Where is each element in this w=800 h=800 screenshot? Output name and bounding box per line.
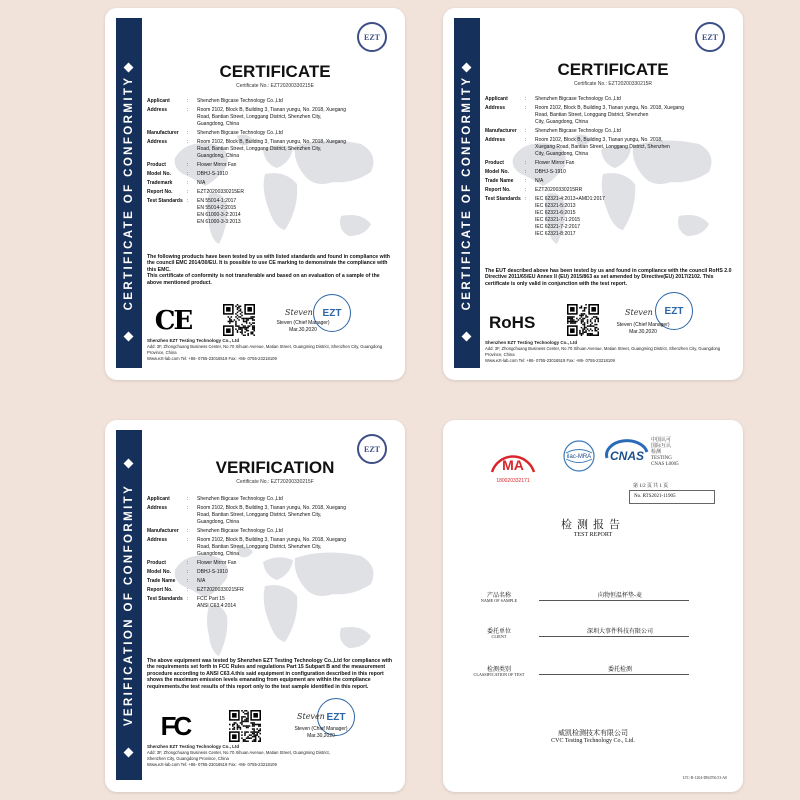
band-diamond-icon [462,63,472,73]
field-colon: : [525,128,527,134]
certificate-field [147,189,397,196]
band-text: VERIFICATION OF CONFORMITY [123,483,135,727]
field-label: Product [147,162,166,168]
row-label-en: CLASSIFICATION OF TEST [473,672,525,677]
field-colon: : [187,171,189,177]
certificate-field [147,139,397,160]
field-label: Product [485,160,504,166]
field-label: Address [485,105,506,111]
certificate-title: CERTIFICATE [557,60,669,79]
field-label: Address [147,107,168,113]
signature: Steven [297,712,325,721]
certificate-statement: The EUT described above has been tested by us and found in compliance with the council RoHS 2.0 Directive 2011/65/EU Annex II (EU) 2015/863 as set amended by Directive(EU) 2017/2102. This certificate is only valid in conjunction with the test report. [485,268,732,287]
page-indicator: 第 1/2 页 共 1 页 [633,484,669,489]
report-row [459,626,729,646]
field-value: EZT20200330215FR [197,587,244,593]
report-title-cn: 检测报告 [561,518,625,531]
footer-company: Shenzhen EZT Testing Technology Co., Ltd [147,338,240,343]
field-value: Room 2102, Block B, Building 3, Tianan yungu, No. 2018, Xuegang Road, Bantian Street, Longgang District, Shenzhen City, Guangdong, China [197,537,346,557]
field-value: DBHJ-S-1910 [197,171,228,177]
field-label: Trade Name [147,578,176,584]
certificate-field [147,569,397,576]
field-value: N/A [197,180,206,186]
certificate-statement: The following products have been tested by us with listed standards and found in compliance with the council EMC 2014/30/EU. It is possible to use CE marking to demonstrate the compliance with this EMC. This certificate of conformity is not transferable and based on an evaluation of a sample of the above mentioned product. [147,254,390,286]
certificate-field [147,107,397,128]
field-label: Test Standards [147,198,183,204]
field-colon: : [525,187,527,193]
field-colon: : [187,528,189,534]
band-diamond-icon [124,63,134,73]
field-colon: : [187,496,189,502]
conformity-band [116,18,142,368]
certificate-field [485,96,735,103]
band-diamond-icon [124,332,134,342]
field-value: Flower Mirror Fan [197,162,237,168]
seal-label: EZT [701,32,718,42]
certificate-field [147,537,397,558]
field-colon: : [187,107,189,113]
field-label: Address [485,137,506,143]
cma-logo [488,442,538,486]
band-text: CERTIFICATE OF CONFORMITY [123,75,135,311]
certificate-field [147,130,397,137]
field-value: EZT20200330215ER [197,189,244,195]
stamp-label: EZT [326,711,346,723]
field-value: FCC Part 15 ANSI C63.4:2014 [197,596,236,609]
seal-label: EZT [363,444,380,454]
row-label-en: NAME OF SAMPLE [480,598,518,603]
band-diamond-icon [124,459,134,469]
field-value: Shenzhen Bigcase Technology Co.,Ltd [197,130,283,136]
field-value: Shenzhen Bigcase Technology Co.,Ltd [535,96,621,102]
field-colon: : [187,162,189,168]
certificate-fields [147,98,397,228]
certificate-field [147,578,397,585]
field-colon: : [187,130,189,136]
fcc-logo: FC [160,710,190,741]
report-row [459,664,729,684]
row-underline [539,600,689,601]
field-colon: : [187,569,189,575]
verification-fields [147,496,397,612]
conformity-band [454,18,480,368]
qr-code-icon [223,304,255,336]
row-underline [539,636,689,637]
field-value: Shenzhen Bigcase Technology Co.,Ltd [197,496,283,502]
footer-address: Add: 3F, Zhongchuang Business Center, No.70 Xihuan Avenue, Matian Street, Guangming District, Shenzhen City, Guangdong Province, China [485,346,721,357]
field-label: Model No. [147,171,171,177]
field-colon: : [187,505,189,511]
signature: Steven [285,308,313,317]
seal-label: EZT [363,32,380,42]
footer-contact: Www.ezt-lab.com Tel: +86- 0755-23016519 Fax: +86- 0755-23218109 [147,762,277,767]
field-value: Room 2102, Block B, Building 3, Tianan yungu, No. 2018, Xuegang Road, Bantian Street, Longgang District, Shenzhen City, Guangdong, China [535,105,684,125]
field-label: Report No. [147,587,173,593]
footer-company: Shenzhen EZT Testing Technology Co., Ltd [147,744,240,749]
footer-address: Add: 3F, Zhongchuang Business Center, No.70 Xihuan Avenue, Matian Street, Guangming District, [147,750,330,755]
signed-date: Mar.30,2020 [289,327,317,333]
report-number: No. RTS2021-11905 [629,490,715,504]
field-value: DBHJ-S-1910 [535,169,566,175]
field-label: Trademark [147,180,173,186]
field-value: Room 2102, Block B, Building 3, Tianan yungu, No. 2018, Xuegang Road, Bantian Street, Longgang District, Shenzhen City, Guangdong, China [197,505,346,525]
certificate-field [147,528,397,535]
field-label: Manufacturer [147,130,179,136]
row-underline [539,674,689,675]
certificate-field [485,128,735,135]
field-colon: : [187,180,189,186]
field-value: IEC 62321-4:2013+AMD1:2017 IEC 62321-5:2013 IEC 62321-6:2015 IEC 62321-7-1:2015 IEC 62321-7-2:2017 IEC 62321-8:2017 [535,196,605,237]
field-label: Report No. [485,187,511,193]
signer-block [291,726,351,740]
band-diamond-icon [462,332,472,342]
certificate-field [485,187,735,194]
field-colon: : [525,169,527,175]
footer-contact: Www.ezt-lab.com Tel: +86- 0755-23016519 Fax: +86- 0755-23218109 [147,356,277,361]
field-colon: : [525,96,527,102]
report-row [459,590,729,610]
footer-contact: Www.ezt-lab.com Tel: +86- 0755-23016519 Fax: +86- 0755-23218109 [485,358,615,363]
ilac-mra-logo [561,438,597,474]
field-colon: : [187,198,189,204]
field-value: Room 2102, Block B, Building 3, Tianan yungu, No. 2018, Xuegang Road, Bantian Street, Longgang District, Shenzhen City, Guangdong, China [197,107,346,127]
field-label: Applicant [147,496,170,502]
field-label: Model No. [147,569,171,575]
test-report-card [443,420,743,792]
field-label: Trade Name [485,178,514,184]
certificate-field [147,560,397,567]
field-colon: : [187,139,189,145]
field-colon: : [187,98,189,104]
certificate-field [485,169,735,176]
field-label: Applicant [147,98,170,104]
field-label: Test Standards [485,196,521,202]
field-colon: : [187,537,189,543]
band-diamond-icon [124,748,134,758]
field-value: Room 2102, Block B, Building 3, Tianan yungu, No. 2018, Xuegang Road, Bantian Street, Longgang District, Shenzhen City, Guangdong, China [197,139,346,159]
signer-block [613,322,673,336]
form-code: LTC-B-1204-DB4706.53-A0 [682,776,727,780]
field-value: N/A [535,178,544,184]
band-text: CERTIFICATE OF CONFORMITY [461,75,473,311]
certificate-field [147,587,397,594]
field-colon: : [525,105,527,111]
certificate-field [485,137,735,158]
field-label: Model No. [485,169,509,175]
footer-company: Shenzhen EZT Testing Technology Co., Ltd [485,340,578,345]
footer-address-2: Shenzhen City, Guangdong Province, China [147,756,229,761]
field-label: Applicant [485,96,508,102]
field-label: Address [147,537,168,543]
certificate-field [147,496,397,503]
field-colon: : [525,196,527,202]
field-colon: : [187,189,189,195]
field-label: Address [147,139,168,145]
signed-date: Mar.30,2020 [307,733,335,739]
certificate-field [147,162,397,169]
field-value: N/A [197,578,206,584]
field-colon: : [187,587,189,593]
verification-title: VERIFICATION [215,458,335,477]
certificate-field [485,178,735,185]
cnas-logo [601,436,651,474]
certificate-footer [485,340,735,364]
field-value: EZT20200330215RR [535,187,583,193]
row-label-en: CLIENT [491,634,507,639]
report-title-en: TEST REPORT [573,532,613,538]
field-colon: : [525,178,527,184]
svg-text:MA: MA [502,457,524,473]
svg-text:ilac-MRA: ilac-MRA [566,454,592,460]
certificate-field [147,596,397,610]
certificate-footer [147,338,397,362]
footer-address: Add: 3F, Zhongchuang Business Center, No.70 Xihuan Avenue, Matian Street, Guangming District, Shenzhen City, Guangdong Province, China [147,344,383,355]
certificate-number: Certificate No.: EZT20200330215F [236,479,314,485]
certificate-field [147,198,397,226]
cnas-accreditation-text: 中国认可 国际互认 检测 TESTING CNAS L0005 [651,438,679,467]
verification-footer [147,744,397,768]
qr-code-icon [567,304,599,336]
row-value: 委托检测 [607,666,632,673]
field-value: EN 55014-1:2017 EN 55014-2:2015 EN 61000-3-2:2014 EN 61000-3-3:2013 [197,198,241,225]
certificate-field [147,171,397,178]
field-label: Address [147,505,168,511]
qr-code-icon [229,710,261,742]
signed-date: Mar.30,2020 [629,329,657,335]
row-label-cn: 检测类别 [486,666,511,673]
ce-certificate-card [105,8,405,380]
certificate-fields [485,96,735,240]
field-label: Manufacturer [485,128,517,134]
field-value: Shenzhen Bigcase Technology Co.,Ltd [535,128,621,134]
certificate-number: Certificate No.: EZT20200330215E [236,83,314,89]
row-value: 向物恒温杯垫-麦 [597,592,643,599]
svg-text:180020332171: 180020332171 [496,478,530,484]
field-colon: : [187,578,189,584]
field-value: DBHJ-S-1910 [197,569,228,575]
certificate-field [147,505,397,526]
rohs-certificate-card [443,8,743,380]
stamp-label: EZT [322,307,342,319]
signer-name: Steven (Chief Manager) [276,320,330,326]
ezt-seal-icon [357,22,387,52]
field-label: Manufacturer [147,528,179,534]
rohs-logo: RoHS [489,313,536,332]
field-value: Flower Mirror Fan [535,160,575,166]
testing-org-cn: 威凯检测技术有限公司 [558,729,628,737]
verification-statement: The above equipment was tested by Shenzhen EZT Testing Technology Co.,Ltd for compliance with the requirements set forth in FCC Rules and regulations Part 15 Subpart B and the measurement procedure according to ANSI C63.4.this said equipment in configuration described in this report shows the maximum emission levels emanating from equipment are within the compliance requirements.the test results of this report only to the test sample identified in this report. [147,658,393,690]
field-colon: : [187,596,189,602]
signer-name: Steven (Chief Manager) [616,322,670,328]
row-value: 深圳大事件科技有限公司 [586,628,653,635]
signature: Steven [625,308,653,317]
certificate-field [485,160,735,167]
field-label: Test Standards [147,596,183,602]
conformity-band [116,430,142,780]
ce-mark-logo: CE [154,306,192,336]
certificate-field [485,105,735,126]
field-value: Flower Mirror Fan [197,560,237,566]
certificate-field [147,180,397,187]
certificate-field [147,98,397,105]
field-colon: : [525,160,527,166]
certificate-title: CERTIFICATE [219,62,331,81]
field-value: Room 2102, Block B, Building 3, Tianan yungu, No. 2018, Xuegang Road, Bantian Street, Longgang District, Shenzhen City, Guangdong, China [535,137,670,157]
signer-name: Steven (Chief Manager) [294,726,348,732]
stamp-label: EZT [664,305,684,317]
certificate-number: Certificate No.: EZT20200330215R [573,81,653,87]
ezt-seal-icon [695,22,725,52]
field-colon: : [525,137,527,143]
testing-org-en: CVC Testing Technology Co., Ltd. [551,738,635,744]
field-value: Shenzhen Bigcase Technology Co.,Ltd [197,528,283,534]
field-colon: : [187,560,189,566]
field-label: Report No. [147,189,173,195]
signer-block [273,320,333,334]
fcc-verification-card [105,420,405,792]
field-value: Shenzhen Bigcase Technology Co.,Ltd [197,98,283,104]
certificate-field [485,196,735,238]
field-label: Product [147,560,166,566]
row-label-cn: 委托单位 [486,628,511,635]
row-label-cn: 产品名称 [486,592,511,599]
svg-text:CNAS: CNAS [609,449,645,463]
